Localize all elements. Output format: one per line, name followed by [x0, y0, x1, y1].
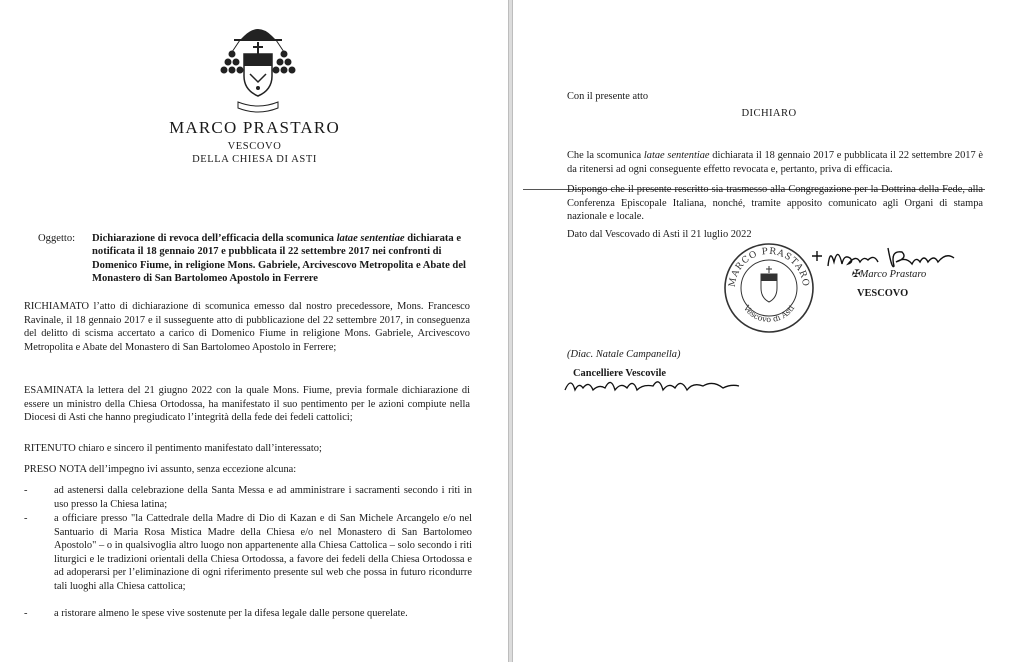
signer-title: VESCOVO [857, 288, 909, 299]
paragraph-declaration [567, 149, 983, 176]
subject-label: Oggetto: [38, 233, 76, 244]
paragraph-richiamato: RICHIAMATO l’atto di dichiarazione di scomunica emesso dal nostro precedessore, Mons. Francesco Ravinale, il 18 gennaio 2017 e il susseguente atto di pubblicazione del 22 settembre 2017, in conseguenza del delitto di scisma accertato a carico di Domenico Fiume in religione Mons. Gabriele, Arcivescovo Metropolita e Abate del Monastero di San Bartolomeo Apostolo in Ferrere; [24, 301, 470, 353]
subject-text-part2: dichiarata e notificata il 18 gennaio 2017 e pubblicata il 22 settembre 2017 nei confronti di Domenico Fiume, in religione Mons. Gabriele, Arcivescovo Metropolita e Abate del Monastero di San Bartolomeo Apostolo in Ferrere [92, 233, 466, 285]
subject-text-part1: Dichiarazione di revoca dell’efficacia della scomunica [92, 233, 337, 244]
declaration-part1: Che la scomunica [567, 150, 644, 161]
letterhead-title: VESCOVO [227, 141, 282, 152]
date-line: Dato dal Vescovado di Asti il 21 luglio 2022 [567, 229, 752, 240]
chancellor-signature-icon [563, 372, 743, 400]
declaration-part2: dichiarata il 18 gennaio 2017 e pubblicata il 22 settembre 2017 è da ritenersi ad ogni conseguente effetto revocata e, pertanto, priva di efficacia. [567, 150, 984, 175]
seal-text-top: MARCO PRASTARO [727, 246, 811, 288]
right-page [512, 0, 1024, 662]
coat-of-arms-icon [216, 18, 300, 118]
letterhead-subtitle: DELLA CHIESA DI ASTI [192, 154, 317, 165]
chancellor-title: Cancelliere Vescovile [573, 368, 667, 379]
bullet-dash: - [24, 608, 28, 619]
subject-text [92, 232, 480, 286]
paragraph-ritenuto: RITENUTO chiaro e sincero il pentimento manifestato dall’interessato; [24, 443, 322, 454]
signer-name: ✠Marco Prastaro [851, 269, 927, 280]
paragraph-preso-nota: PRESO NOTA dell’impegno ivi assunto, senza eccezione alcuna: [24, 464, 297, 475]
seal-text-bottom: Vescovo di Asti [741, 303, 797, 325]
bullet-text: ad astenersi dalla celebrazione della Santa Messa e ad amministrare i sacramenti secondo i riti in uso presso la Chiesa latina; [54, 485, 472, 510]
chancellor-name: (Diac. Natale Campanella) [567, 349, 681, 360]
bullet-text: a ristorare almeno le spese vive sostenute per la difesa legale dalle persone querelate. [54, 608, 408, 619]
subject-text-italic: latae sententiae [336, 233, 405, 244]
paragraph-esaminata: ESAMINATA la lettera del 21 giugno 2022 con la quale Mons. Fiume, previa formale dichiarazione di essere un ministro della Chiesa Ortodossa, ha manifestato il suo pentimento per le azioni compiute nella Diocesi di Asti che hanno pregiudicato l’integrità della fede dei fedeli cattolici; [24, 385, 470, 424]
seal-icon [721, 240, 817, 336]
paragraph-dispongo: Dispongo che il presente rescritto sia trasmesso alla Congregazione per la Dottrina della Fede, alla Conferenza Episcopale Italiana, nonché, tramite apposito comunicato agli Organi di stampa nazionale e locale. [567, 184, 983, 223]
declaration-heading: DICHIARO [741, 108, 797, 119]
bullet-dash: - [24, 485, 28, 496]
intro-line: Con il presente atto [567, 91, 649, 102]
svg-text:Vescovo di Asti [741, 303, 796, 324]
bullet-text: a officiare presso "la Cattedrale della Madre di Dio di Kazan e di San Michele Arcangelo e/o nel Santuario di Maria Rosa Mistica Madre della Chiesa e/o nel Monastero di San Bartolomeo Apostolo" – o in qualsivoglia altro luogo non appartenente alla Chiesa Cattolica – solo secondo i riti liturgici e le tradizioni orientali della Chiesa Ortodossa, a favore dei fedeli della Chiesa Ortodossa e ad adoperarsi per l’eliminazione di ogni riferimento presente sul web che possa in futuro ricondurre tali luoghi alla Chiesa cattolica; [54, 513, 472, 592]
declaration-italic: latae sententiae [643, 150, 710, 161]
letterhead-name: MARCO PRASTARO [169, 118, 340, 137]
bullet-dash: - [24, 513, 28, 524]
left-page [0, 0, 509, 662]
